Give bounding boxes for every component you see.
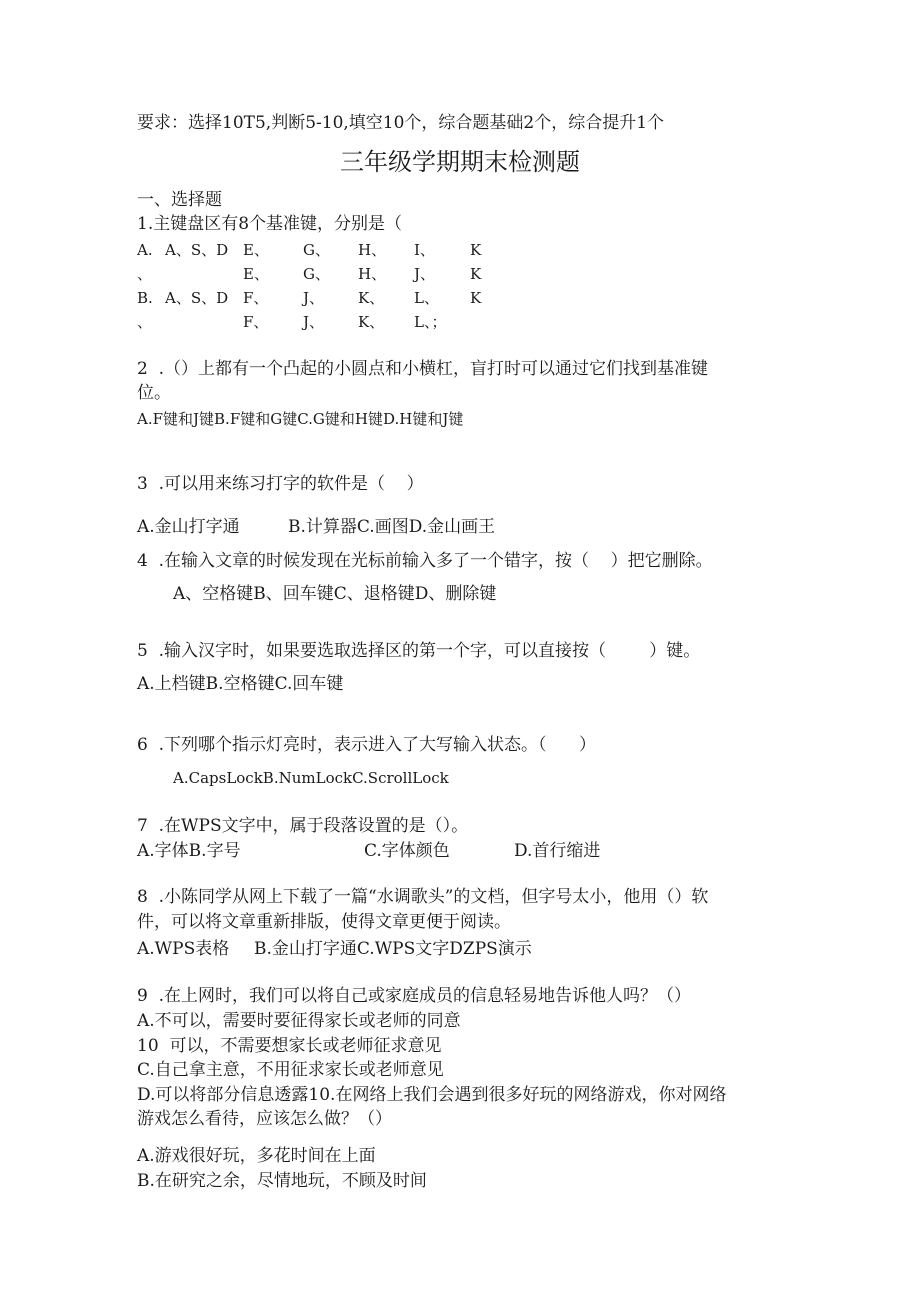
question-5-stem: 5 .输入汉字时，如果要选取选择区的第一个字，可以直接按（ ）键。 bbox=[137, 641, 701, 661]
question-8-options: B.金山打字通C.WPS文字DZPS演示 bbox=[254, 939, 532, 959]
q1-cell: J、 bbox=[303, 313, 325, 331]
question-2-options: A.F键和J键B.F键和G键C.G键和H键D.H键和J键 bbox=[137, 410, 464, 428]
question-9-option-a: A.不可以，需要时要征得家长或老师的同意 bbox=[137, 1011, 461, 1031]
q1-cell: K bbox=[470, 289, 482, 307]
q1-cell: K、 bbox=[358, 289, 385, 307]
question-10-option-b: B.在研究之余，尽情地玩，不顾及时间 bbox=[137, 1171, 427, 1191]
question-2-stem-cont: 位。 bbox=[137, 383, 171, 403]
question-3-option-a: A.金山打字通 bbox=[137, 517, 240, 537]
question-10-option-a: A.游戏很好玩，多花时间在上面 bbox=[137, 1146, 376, 1166]
q1-cell: 、 bbox=[137, 313, 153, 331]
q1-cell: F、 bbox=[243, 313, 269, 331]
q1-cell: G、 bbox=[303, 265, 330, 283]
question-1-stem: 1.主键盘区有8个基准键，分别是（ bbox=[137, 214, 403, 234]
q1-cell: K、 bbox=[358, 313, 385, 331]
q1-cell: B. bbox=[137, 289, 153, 307]
q1-cell: E、 bbox=[243, 241, 269, 259]
q1-cell: J、 bbox=[414, 265, 436, 283]
question-4-options: A、空格键B、回车键C、退格键D、删除键 bbox=[173, 584, 497, 604]
section-heading: 一、选择题 bbox=[137, 190, 222, 210]
q1-cell: E、 bbox=[243, 265, 269, 283]
question-7-option-d: D.首行缩进 bbox=[514, 841, 601, 861]
q1-cell: H、 bbox=[358, 265, 387, 283]
q1-cell: A. bbox=[137, 241, 153, 259]
q1-cell: A、S、D bbox=[165, 289, 229, 307]
question-7-options-ab: A.字体B.字号 bbox=[137, 841, 241, 861]
question-3-stem: 3 .可以用来练习打字的软件是（ ） bbox=[137, 474, 424, 494]
question-7-stem: 7 .在WPS文字中，属于段落设置的是（）。 bbox=[137, 816, 469, 836]
question-7-option-c: C.字体颜色 bbox=[364, 841, 450, 861]
q1-cell: 、 bbox=[137, 265, 153, 283]
question-5-options: A.上档键B.空格键C.回车键 bbox=[137, 674, 344, 694]
question-10-stem-cont: 游戏怎么看待，应该怎么做？（） bbox=[137, 1109, 392, 1129]
question-9-option-d: D.可以将部分信息透露10.在网络上我们会遇到很多好玩的网络游戏，你对网络 bbox=[137, 1085, 727, 1105]
question-9-stem: 9 .在上网时，我们可以将自己或家庭成员的信息轻易地告诉他人吗？（） bbox=[137, 986, 692, 1006]
question-9-option-b: 10 可以，不需要想家长或老师征求意见 bbox=[137, 1036, 442, 1056]
question-9-option-c: C.自己拿主意，不用征求家长或老师意见 bbox=[137, 1060, 444, 1080]
q1-cell: G、 bbox=[303, 241, 330, 259]
question-8-stem-cont: 件，可以将文章重新排版，使得文章更便于阅读。 bbox=[137, 912, 511, 932]
requirement-text: 要求：选择10T5,判断5-10,填空10个，综合题基础2个，综合提升1个 bbox=[137, 113, 665, 133]
q1-cell: H、 bbox=[358, 241, 387, 259]
question-6-stem: 6 .下列哪个指示灯亮时，表示进入了大写输入状态。（ ） bbox=[137, 735, 596, 755]
question-8-option-a: A.WPS表格 bbox=[137, 939, 230, 959]
q1-cell: F、 bbox=[243, 289, 269, 307]
question-4-stem: 4 .在输入文章的时候发现在光标前输入多了一个错字，按（ ）把它删除。 bbox=[137, 551, 713, 571]
q1-cell: L、 bbox=[414, 289, 439, 307]
q1-cell: I、 bbox=[414, 241, 435, 259]
question-8-stem: 8 .小陈同学从网上下载了一篇“水调歌头”的文档，但字号太小，他用（）软 bbox=[137, 887, 709, 907]
question-3-options: B.计算器C.画图D.金山画王 bbox=[288, 517, 496, 537]
q1-cell: L、； bbox=[414, 313, 447, 331]
q1-cell: K bbox=[470, 241, 482, 259]
q1-cell: J、 bbox=[303, 289, 325, 307]
q1-cell: A、S、D bbox=[165, 241, 229, 259]
q1-cell: K bbox=[470, 265, 482, 283]
question-2-stem: 2 .（）上都有一个凸起的小圆点和小横杠，盲打时可以通过它们找到基准键 bbox=[137, 359, 709, 379]
question-6-options: A.CapsLockB.NumLockC.ScrollLock bbox=[173, 769, 449, 787]
page-title: 三年级学期期末检测题 bbox=[340, 148, 580, 176]
